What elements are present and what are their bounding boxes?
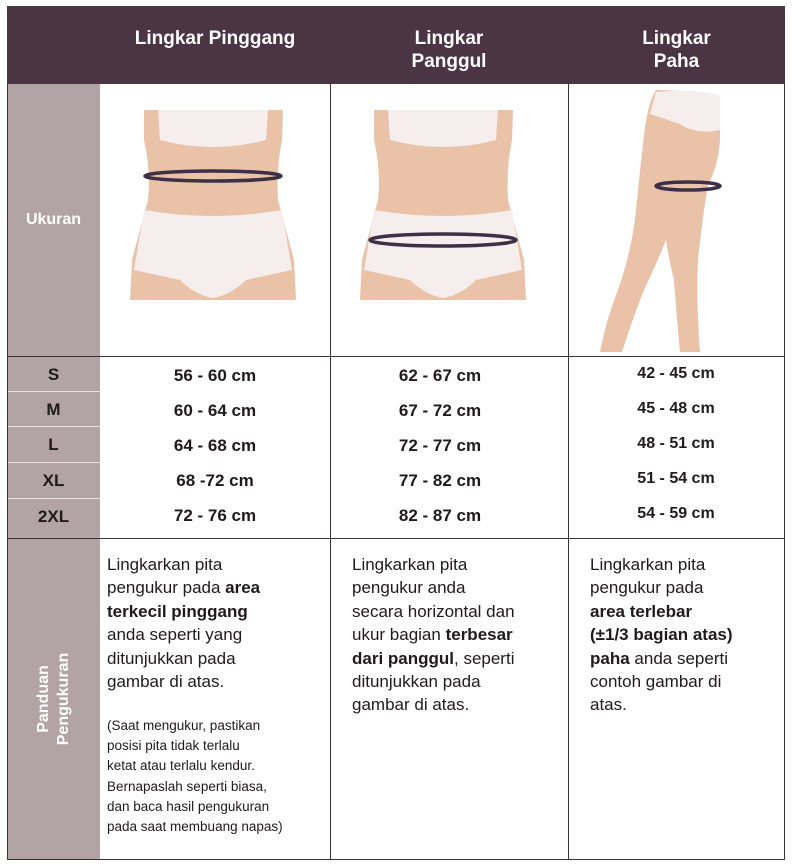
guide-waist-line: gambar di atas. xyxy=(107,672,225,692)
guide-thigh-line xyxy=(590,600,782,623)
guide-thigh-line: Lingkarkan pita xyxy=(590,555,706,574)
border-row-sizes xyxy=(7,538,785,539)
guide-waist-text: pengukur pada xyxy=(107,578,226,598)
hip-value-2xl: 82 - 87 cm xyxy=(398,505,482,525)
guide-thigh-line xyxy=(590,623,782,646)
guide-waist-note xyxy=(107,716,327,837)
thigh-value-l: 48 - 51 cm xyxy=(637,434,715,452)
thigh-value-s: 42 - 45 cm xyxy=(637,364,715,382)
header-bar xyxy=(7,6,785,84)
size-label-l: L xyxy=(48,434,59,454)
header-thigh-line2: Paha xyxy=(653,51,700,72)
waist-value-m: 60 - 64 cm xyxy=(173,400,257,420)
thigh-value-2xl: 54 - 59 cm xyxy=(637,504,715,522)
border-bottom xyxy=(7,859,785,860)
note-line: pada saat membuang napas) xyxy=(107,819,283,835)
panduan-label-wrap xyxy=(7,538,100,860)
note-line: dan baca hasil pengukuran xyxy=(107,798,270,814)
guide-hip-line: gambar di atas. xyxy=(352,695,470,715)
guide-thigh-bold: paha xyxy=(590,648,630,668)
size-label-2xl: 2XL xyxy=(37,506,70,526)
ukuran-label: Ukuran xyxy=(25,211,82,228)
guide-thigh-line: contoh gambar di xyxy=(590,672,722,692)
guide-thigh-text: anda seperti xyxy=(629,648,728,668)
hip-value-m: 67 - 72 cm xyxy=(398,400,482,420)
panduan-line2: Pengukuran xyxy=(54,652,72,746)
thigh-measurement-illustration xyxy=(596,90,726,352)
guide-hip-line xyxy=(352,623,564,646)
hip-value-xl: 77 - 82 cm xyxy=(398,470,482,490)
guide-hip-text: ukur bagian xyxy=(352,625,446,645)
guide-waist-line xyxy=(107,600,327,623)
guide-waist-bold: area xyxy=(225,578,261,598)
header-waist-label: Lingkar Pinggang xyxy=(134,28,296,49)
waist-value-l: 64 - 68 cm xyxy=(173,435,257,455)
size-label-xl: XL xyxy=(42,470,65,490)
thigh-value-m: 45 - 48 cm xyxy=(637,399,715,417)
guide-hip-line: ditunjukkan pada xyxy=(352,672,481,692)
header-thigh-line1: Lingkar xyxy=(642,28,711,49)
header-hip xyxy=(330,6,568,84)
guide-thigh xyxy=(590,553,782,717)
note-line: Bernapaslah seperti biasa, xyxy=(107,778,267,794)
waist-measurement-illustration xyxy=(126,110,301,300)
guide-hip-bold: terbesar xyxy=(445,625,513,645)
border-right xyxy=(784,84,785,860)
waist-value-2xl: 72 - 76 cm xyxy=(173,505,257,525)
guide-thigh-bold: (±1/3 bagian atas) xyxy=(590,625,733,645)
guide-hip-line: Lingkarkan pita xyxy=(352,555,468,574)
guide-thigh-line: atas. xyxy=(590,695,627,715)
guide-hip-text: , seperti xyxy=(454,648,515,668)
guide-waist-line: ditunjukkan pada xyxy=(107,648,236,668)
guide-hip-line: secara horizontal dan xyxy=(352,601,515,621)
hip-measurement-illustration xyxy=(356,110,531,300)
guide-thigh-bold: area terlebar xyxy=(590,601,693,621)
thigh-value-xl: 51 - 54 cm xyxy=(637,469,715,487)
note-line: posisi pita tidak terlalu xyxy=(107,738,240,754)
guide-hip-line xyxy=(352,647,564,670)
panduan-line1: Panduan xyxy=(34,665,52,733)
hip-value-l: 72 - 77 cm xyxy=(398,435,482,455)
guide-thigh-line xyxy=(590,647,782,670)
header-hip-line2: Panggul xyxy=(411,51,487,72)
size-label-m: M xyxy=(46,399,61,419)
guide-hip-bold: dari panggul xyxy=(352,648,454,668)
panduan-label xyxy=(34,653,74,745)
guide-waist-line xyxy=(107,576,327,599)
guide-waist-bold: terkecil pinggang xyxy=(107,601,248,621)
guide-waist-line: Lingkarkan pita xyxy=(107,555,223,574)
waist-value-s: 56 - 60 cm xyxy=(173,365,257,385)
guide-waist xyxy=(107,553,327,693)
guide-hip-line: pengukur anda xyxy=(352,578,466,598)
guide-waist-line: anda seperti yang xyxy=(107,625,243,645)
header-waist xyxy=(100,6,330,84)
side-ukuran-cell xyxy=(7,84,100,356)
header-thigh xyxy=(568,6,785,84)
note-line: (Saat mengukur, pastikan xyxy=(107,718,261,733)
header-hip-line1: Lingkar xyxy=(414,28,484,49)
hip-value-s: 62 - 67 cm xyxy=(398,365,482,385)
waist-value-xl: 68 -72 cm xyxy=(176,470,254,490)
size-label-s: S xyxy=(47,364,60,384)
guide-hip xyxy=(352,553,564,717)
guide-thigh-line: pengukur pada xyxy=(590,578,704,598)
note-line: ketat atau terlalu kendur. xyxy=(107,758,255,774)
